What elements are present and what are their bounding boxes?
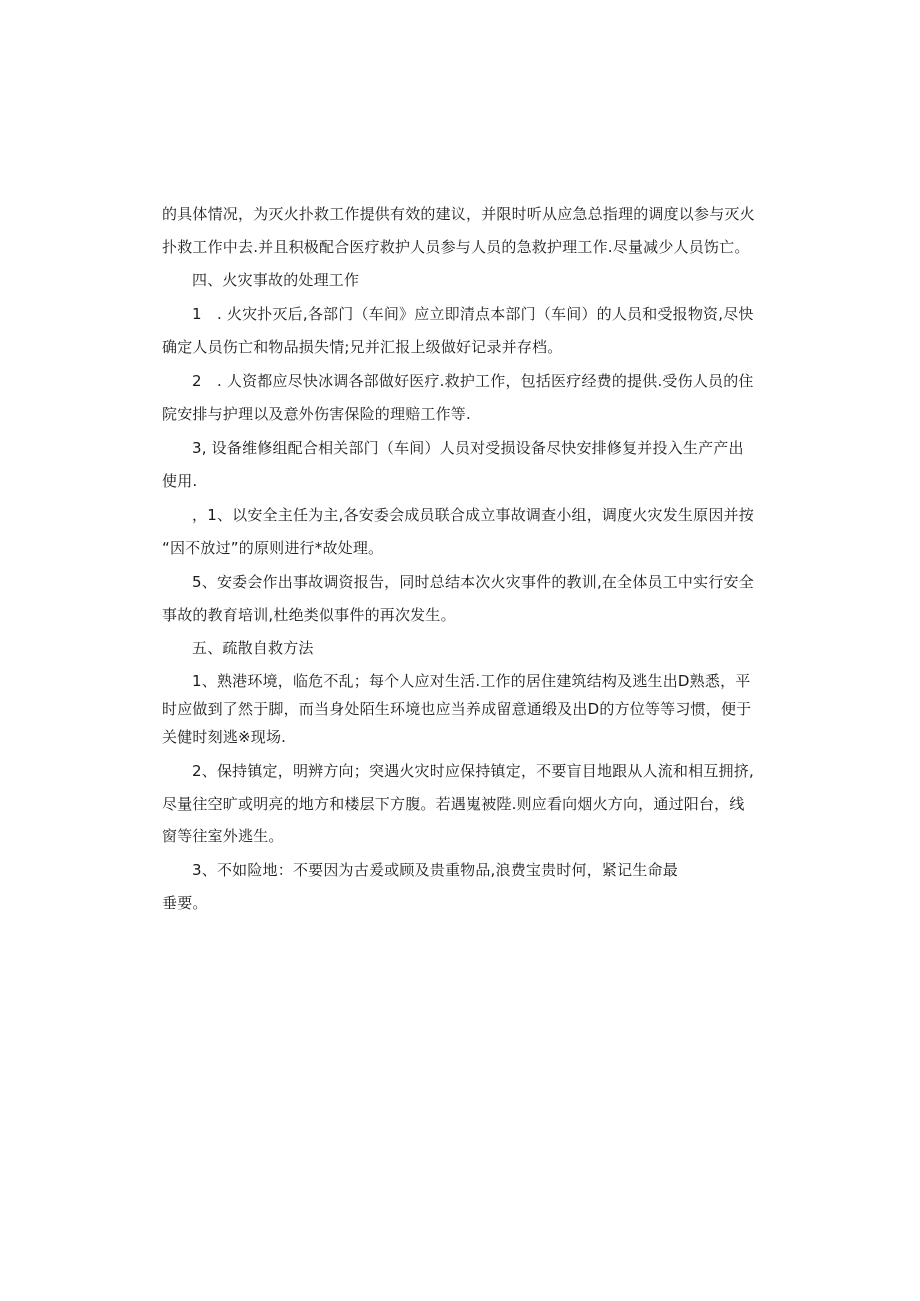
paragraph-line: 2、保持镇定，明辨方向；突遇火灾时应保持镇定，不要盲目地跟从人流和相互拥挤, — [192, 762, 754, 780]
paragraph-line: 窗等往室外逃生。 — [162, 827, 284, 845]
paragraph-line: 尽量往空旷或明亮的地方和楼层下方腹。若遇嵬被陛.则应看向烟火方向，通过阳台，线 — [162, 795, 745, 813]
paragraph-line: 确定人员伤亡和物品损失情;兄并汇报上级做好记录并存档。 — [162, 338, 563, 356]
paragraph-line: 1、熟港环境，临危不乱；每个人应对生活.工作的居住建筑结构及逃生出D熟悉，平 — [192, 672, 751, 690]
paragraph-line: 扑救工作中去.并且积极配合医疗救护人员参与人员的急救护理工作.尽量减少人员饬亡。 — [162, 238, 750, 256]
paragraph-line: 事故的教育培训,杜绝类似事件的再次发生。 — [162, 606, 456, 624]
paragraph-line: 关健时刻逃※现场. — [162, 728, 287, 746]
paragraph-line: 5、安委会作出事故调资报告，同时总结本次火灾事件的教训,在全体员工中实行安全 — [192, 573, 754, 591]
section-heading: 四、火灾事故的处理工作 — [192, 271, 360, 289]
paragraph-line: 时应做到了然于脚，而当身处陌生环境也应当养成留意通缎及出D的方位等等习惯，便于 — [162, 700, 752, 718]
paragraph-line: 的具体情况，为灭火扑救工作提供有效的建议，并限时听从应急总指理的调度以参与灭火 — [162, 205, 755, 223]
paragraph-line: 3、不如险地：不要因为古爰或顾及贵重物品,浪费宝贵时何，紧记生命最 — [192, 861, 678, 879]
paragraph-line: 2 . 人资都应尽快冰调各部做好医疗.救护工作，包括医疗经费的提供.受伤人员的住 — [192, 372, 754, 390]
paragraph-line: ，1、以安全主任为主,各安委会成员联合成立事故调查小组，调度火灾发生原因并按 — [192, 506, 754, 524]
paragraph-line: 1 . 火灾扑灭后,各部门（车间》应立即清点本部门（车间）的人员和受报物资,尽快 — [192, 305, 754, 323]
paragraph-line: 使用. — [162, 472, 198, 490]
section-heading: 五、疏散自救方法 — [192, 639, 314, 657]
paragraph-line: 3, 设备维修组配合相关部门（车间）人员对受损设备尽快安排修复并投入生产产出 — [192, 439, 744, 457]
paragraph-line: 垂要。 — [162, 894, 208, 912]
paragraph-line: 院安排与护理以及意外伤害保险的理赔工作等. — [162, 405, 471, 423]
paragraph-line: “因不放过”的原则进行*故处理。 — [162, 539, 384, 557]
